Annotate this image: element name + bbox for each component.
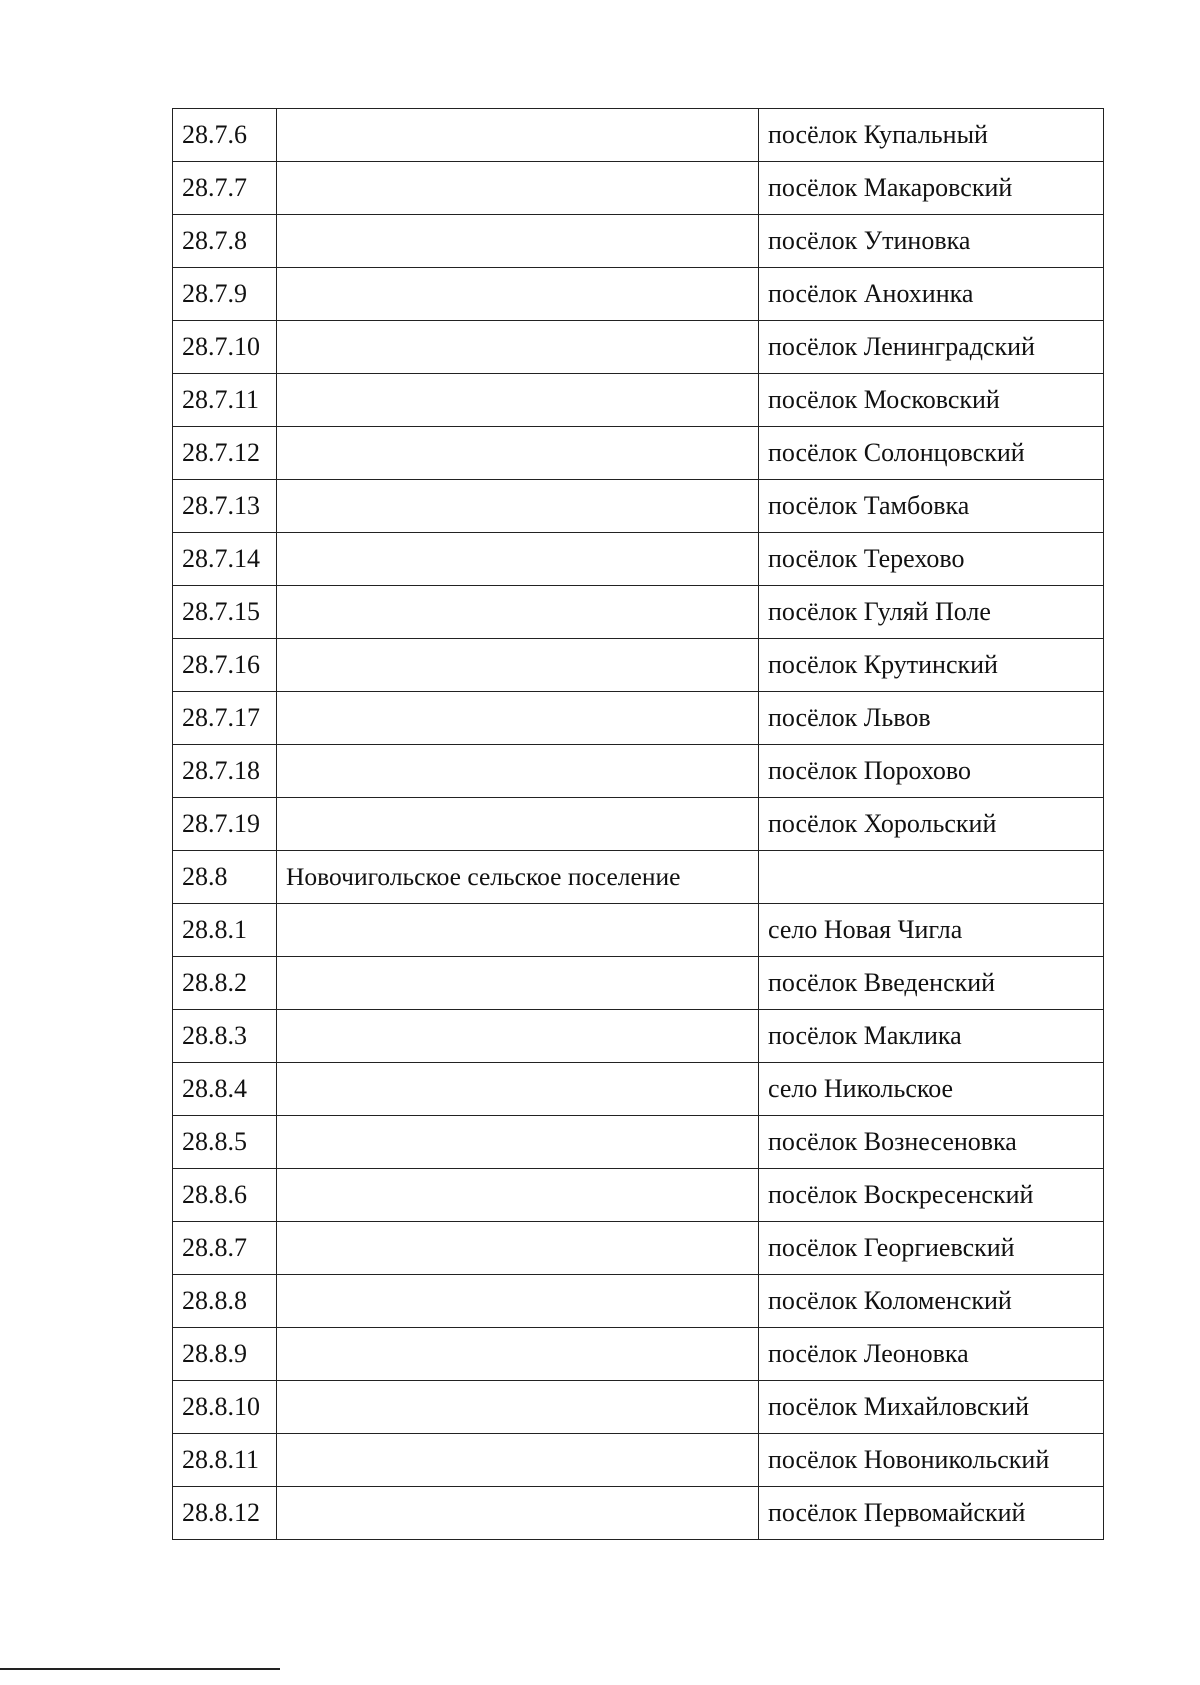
municipality-cell [277,957,759,1010]
settlement-cell: посёлок Введенский [759,957,1104,1010]
row-number-cell: 28.8.3 [173,1010,277,1063]
row-number-cell: 28.8.12 [173,1487,277,1540]
table-row [173,639,1104,692]
municipality-cell [277,427,759,480]
settlement-cell: посёлок Михайловский [759,1381,1104,1434]
row-number-cell: 28.8.1 [173,904,277,957]
row-number-cell: 28.7.10 [173,321,277,374]
settlement-cell: посёлок Георгиевский [759,1222,1104,1275]
table-row [173,1063,1104,1116]
row-number-cell: 28.7.13 [173,480,277,533]
municipality-cell [277,109,759,162]
settlement-cell: посёлок Гуляй Поле [759,586,1104,639]
table-row [173,374,1104,427]
table-row [173,851,1104,904]
municipality-cell [277,162,759,215]
table-row [173,1487,1104,1540]
row-number-cell: 28.8.8 [173,1275,277,1328]
table-row [173,215,1104,268]
municipality-cell [277,215,759,268]
row-number-cell: 28.8.5 [173,1116,277,1169]
row-number-cell: 28.8 [173,851,277,904]
row-number-cell: 28.7.11 [173,374,277,427]
row-number-cell: 28.7.17 [173,692,277,745]
settlement-cell: посёлок Новоникольский [759,1434,1104,1487]
table-row [173,1116,1104,1169]
row-number-cell: 28.7.15 [173,586,277,639]
table-row [173,1222,1104,1275]
settlements-table [172,108,1104,1540]
settlement-cell: посёлок Первомайский [759,1487,1104,1540]
table-row [173,109,1104,162]
row-number-cell: 28.7.16 [173,639,277,692]
municipality-cell [277,639,759,692]
municipality-cell: Новочигольское сельское поселение [277,851,759,904]
table-row [173,1010,1104,1063]
table-row [173,162,1104,215]
settlement-cell: посёлок Утиновка [759,215,1104,268]
municipality-cell [277,1434,759,1487]
municipality-cell [277,798,759,851]
settlement-cell: посёлок Леоновка [759,1328,1104,1381]
table-row [173,480,1104,533]
row-number-cell: 28.7.9 [173,268,277,321]
settlement-cell: посёлок Макаровский [759,162,1104,215]
municipality-cell [277,745,759,798]
table-row [173,1328,1104,1381]
settlement-cell: посёлок Воскресенский [759,1169,1104,1222]
table-row [173,268,1104,321]
table-row [173,1275,1104,1328]
settlement-cell: посёлок Порохово [759,745,1104,798]
municipality-cell [277,1381,759,1434]
settlement-cell: посёлок Терехово [759,533,1104,586]
municipality-cell [277,1010,759,1063]
municipality-cell [277,586,759,639]
table-row [173,427,1104,480]
settlement-cell: посёлок Ленинградский [759,321,1104,374]
settlement-cell: село Никольское [759,1063,1104,1116]
settlement-cell: село Новая Чигла [759,904,1104,957]
row-number-cell: 28.7.12 [173,427,277,480]
table-row [173,1381,1104,1434]
municipality-cell [277,374,759,427]
row-number-cell: 28.7.14 [173,533,277,586]
settlement-cell [759,851,1104,904]
table-row [173,533,1104,586]
municipality-cell [277,268,759,321]
row-number-cell: 28.7.19 [173,798,277,851]
row-number-cell: 28.8.10 [173,1381,277,1434]
table-row [173,1434,1104,1487]
row-number-cell: 28.8.2 [173,957,277,1010]
municipality-cell [277,1487,759,1540]
table-row [173,745,1104,798]
table-row [173,904,1104,957]
settlement-cell: посёлок Коломенский [759,1275,1104,1328]
table-row [173,586,1104,639]
municipality-cell [277,1063,759,1116]
row-number-cell: 28.7.6 [173,109,277,162]
row-number-cell: 28.7.18 [173,745,277,798]
municipality-cell [277,1275,759,1328]
settlement-cell: посёлок Вознесеновка [759,1116,1104,1169]
settlement-cell: посёлок Крутинский [759,639,1104,692]
municipality-cell [277,1328,759,1381]
municipality-cell [277,1116,759,1169]
municipality-cell [277,1222,759,1275]
municipality-cell [277,533,759,586]
municipality-cell [277,321,759,374]
municipality-cell [277,904,759,957]
settlement-cell: посёлок Купальный [759,109,1104,162]
footnote-divider [0,1668,280,1670]
row-number-cell: 28.8.6 [173,1169,277,1222]
settlement-cell: посёлок Солонцовский [759,427,1104,480]
table-row [173,798,1104,851]
settlement-cell: посёлок Львов [759,692,1104,745]
settlement-cell: посёлок Анохинка [759,268,1104,321]
municipality-cell [277,692,759,745]
row-number-cell: 28.8.7 [173,1222,277,1275]
settlement-cell: посёлок Хорольский [759,798,1104,851]
table-row [173,321,1104,374]
settlement-cell: посёлок Маклика [759,1010,1104,1063]
table-row [173,957,1104,1010]
row-number-cell: 28.7.7 [173,162,277,215]
table-row [173,1169,1104,1222]
table-body [173,109,1104,1540]
settlement-cell: посёлок Московский [759,374,1104,427]
row-number-cell: 28.7.8 [173,215,277,268]
row-number-cell: 28.8.11 [173,1434,277,1487]
municipality-cell [277,480,759,533]
row-number-cell: 28.8.9 [173,1328,277,1381]
settlement-cell: посёлок Тамбовка [759,480,1104,533]
municipality-cell [277,1169,759,1222]
table-row [173,692,1104,745]
row-number-cell: 28.8.4 [173,1063,277,1116]
